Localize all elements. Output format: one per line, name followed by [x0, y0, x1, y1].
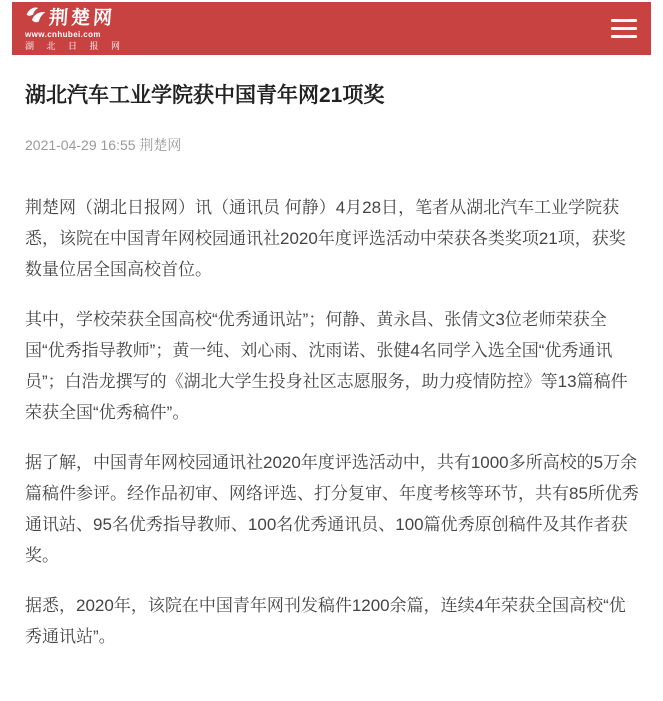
- hamburger-icon: [611, 19, 637, 22]
- site-header: [12, 2, 651, 55]
- article-meta: 2021-04-29 16:55 荆楚网: [25, 137, 182, 154]
- bird-logo-icon: [25, 6, 47, 27]
- article-body: [25, 192, 640, 652]
- menu-button[interactable]: [611, 19, 637, 38]
- logo-top-row: [25, 6, 125, 28]
- article-paragraph: 据了解，中国青年网校园通讯社2020年度评选活动中，共有1000多所高校的5万余篇稿件参评。经作品初审、网络评选、打分复审、年度考核等环节，共有85所优秀通讯站、95名优秀指导教师、100名优秀通讯员、100篇优秀原创稿件及其作者获奖。: [25, 453, 639, 566]
- brand-name: 荆楚网: [48, 8, 116, 29]
- logo-subtitle: 湖 北 日 报 网: [25, 41, 126, 51]
- article-paragraph: 荆楚网（湖北日报网）讯（通讯员 何静）4月28日，笔者从湖北汽车工业学院获悉，该院在中国青年网校园通讯社2020年度评选活动中荣获各类奖项21项，获奖数量位居全国高校首位。: [25, 198, 626, 280]
- logo-url-text: www.cnhubei.com: [25, 30, 101, 39]
- article-title: 湖北汽车工业学院获中国青年网21项奖: [25, 84, 385, 107]
- article-paragraph: 其中，学校荣获全国高校“优秀通讯站”；何静、黄永昌、张倩文3位老师荣获全国“优秀指导教师”；黄一纯、刘心雨、沈雨诺、张健4名同学入选全国“优秀通讯员”；白浩龙撰写的《湖北大学生投身社区志愿服务，助力疫情防控》等13篇稿件荣获全国“优秀稿件”。: [25, 310, 628, 423]
- article-paragraph: 据悉，2020年，该院在中国青年网刊发稿件1200余篇，连续4年荣获全国高校“优秀通讯站”。: [25, 596, 626, 647]
- site-logo[interactable]: [25, 6, 125, 51]
- article-content: [0, 82, 663, 701]
